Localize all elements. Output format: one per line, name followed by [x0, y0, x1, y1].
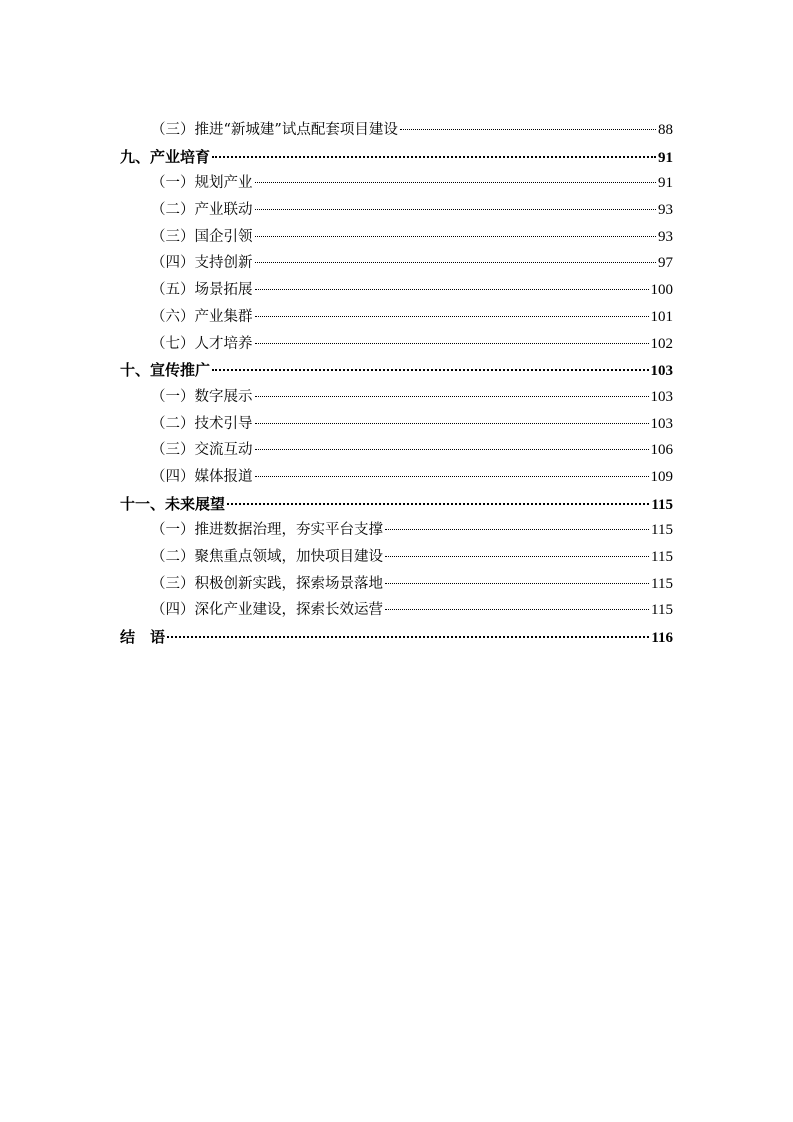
toc-chapter-title: 九、产业培育 — [120, 147, 211, 166]
dot-leader — [255, 182, 657, 183]
toc-chapter-title: 结 语 — [120, 628, 166, 647]
toc-entry-data-governance[interactable] — [120, 517, 673, 544]
toc-entry-title: （六）产业集群 — [151, 308, 253, 325]
toc-entry-innovation-practice[interactable] — [120, 571, 673, 598]
toc-entry-title: （三）积极创新实践，探索场景落地 — [151, 575, 383, 592]
toc-chapter-title: 十一、未来展望 — [120, 494, 226, 513]
dot-leader — [255, 236, 657, 237]
toc-chapter-title: 十、宣传推广 — [120, 361, 211, 380]
toc-entry-title: （三）交流互动 — [151, 442, 253, 459]
toc-entry-title: （七）人才培养 — [151, 335, 253, 352]
dot-leader — [255, 476, 649, 477]
toc-entry-scenario-expansion[interactable] — [120, 277, 673, 304]
toc-entry-title: （四）支持创新 — [151, 255, 253, 272]
toc-entry-page: 103 — [650, 415, 673, 432]
toc-entry-title: （二）产业联动 — [151, 202, 253, 219]
toc-entry-page: 115 — [651, 522, 673, 539]
toc-entry-key-areas[interactable] — [120, 544, 673, 571]
toc-entry-talent-cultivation[interactable] — [120, 331, 673, 358]
toc-chapter-future-outlook[interactable] — [120, 491, 673, 518]
toc-chapter-page: 115 — [651, 496, 673, 513]
toc-entry-support-innovation[interactable] — [120, 250, 673, 277]
dot-leader — [255, 262, 657, 263]
dot-leader — [385, 529, 649, 530]
toc-entry-page: 91 — [658, 175, 673, 192]
toc-entry-page: 97 — [658, 255, 673, 272]
toc-entry-page: 102 — [650, 335, 673, 352]
toc-entry-title: （五）场景拓展 — [151, 282, 253, 299]
dot-leader — [385, 609, 649, 610]
toc-entry-industry-cluster[interactable] — [120, 304, 673, 331]
toc-entry-page: 115 — [651, 602, 673, 619]
dot-leader — [227, 503, 649, 505]
toc-entry-industry-construction[interactable] — [120, 597, 673, 624]
toc-chapter-conclusion[interactable] — [120, 624, 673, 651]
dot-leader — [255, 423, 649, 424]
toc-entry-technical-guidance[interactable] — [120, 411, 673, 438]
toc-entry-page: 100 — [650, 282, 673, 299]
dot-leader — [212, 156, 656, 158]
toc-entry-title: （一）数字展示 — [151, 388, 253, 405]
toc-entry-page: 109 — [650, 468, 673, 485]
toc-entry-media-coverage[interactable] — [120, 464, 673, 491]
toc-entry-page: 115 — [651, 575, 673, 592]
toc-chapter-page: 116 — [651, 630, 673, 647]
dot-leader — [212, 369, 648, 371]
toc-entry-page: 101 — [650, 308, 673, 325]
dot-leader — [385, 583, 649, 584]
toc-entry-title: （四）媒体报道 — [151, 468, 253, 485]
toc-entry-title: （三）国企引领 — [151, 228, 253, 245]
dot-leader — [255, 396, 649, 397]
toc-chapter-page: 103 — [650, 363, 673, 380]
toc-chapter-page: 91 — [658, 149, 673, 166]
toc-entry-page: 93 — [658, 228, 673, 245]
toc-chapter-promotion[interactable] — [120, 357, 673, 384]
dot-leader — [255, 343, 649, 344]
toc-entry-digital-display[interactable] — [120, 384, 673, 411]
dot-leader — [400, 129, 656, 130]
toc-entry-title: （四）深化产业建设，探索长效运营 — [151, 602, 383, 619]
toc-entry-title: （三）推进“新城建”试点配套项目建设 — [151, 122, 398, 138]
dot-leader — [167, 636, 649, 638]
dot-leader — [255, 316, 649, 317]
toc-entry-new-urban-infrastructure-pilot[interactable] — [120, 117, 673, 144]
table-of-contents — [120, 117, 673, 651]
toc-entry-page: 88 — [658, 122, 673, 138]
dot-leader — [255, 209, 657, 210]
toc-entry-soe-leadership[interactable] — [120, 224, 673, 251]
toc-entry-page: 106 — [650, 442, 673, 459]
toc-entry-page: 93 — [658, 202, 673, 219]
toc-entry-industry-linkage[interactable] — [120, 197, 673, 224]
toc-entry-title: （一）规划产业 — [151, 175, 253, 192]
toc-entry-planned-industry[interactable] — [120, 170, 673, 197]
toc-chapter-industry-cultivation[interactable] — [120, 144, 673, 171]
dot-leader — [385, 556, 649, 557]
toc-entry-title: （一）推进数据治理，夯实平台支撑 — [151, 522, 383, 539]
toc-entry-page: 103 — [650, 388, 673, 405]
dot-leader — [255, 449, 649, 450]
toc-entry-title: （二）技术引导 — [151, 415, 253, 432]
toc-entry-title: （二）聚焦重点领域，加快项目建设 — [151, 549, 383, 565]
dot-leader — [255, 289, 649, 290]
toc-entry-page: 115 — [651, 549, 673, 565]
toc-entry-exchange-interaction[interactable] — [120, 437, 673, 464]
